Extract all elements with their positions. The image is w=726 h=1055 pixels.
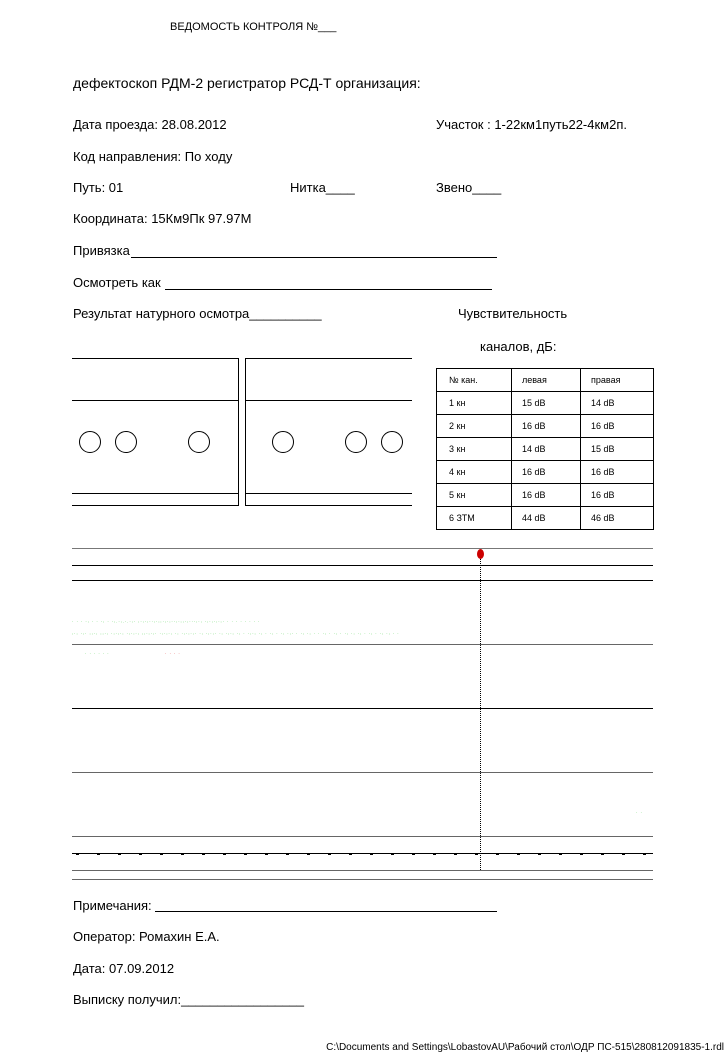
table-cell: 15 dB xyxy=(512,392,581,415)
table-header: № кан. xyxy=(437,369,512,392)
footer-path: C:\Documents and Settings\LobastovAU\Рабочий стол\ОДР ПС-515\280812091835-1.rdl xyxy=(326,1042,724,1053)
table-row xyxy=(437,415,654,438)
table-header: левая xyxy=(512,369,581,392)
table-cell: 44 dB xyxy=(512,507,581,530)
equipment-line: дефектоскоп РДМ-2 регистратор РСД-Т организация: xyxy=(73,75,421,91)
operator: Оператор: Ромахин Е.А. xyxy=(73,929,220,944)
bolt-hole xyxy=(345,431,367,453)
tick-marks xyxy=(76,853,646,855)
bolt-hole xyxy=(272,431,294,453)
table-cell: 16 dB xyxy=(581,484,654,507)
date-pass: Дата проезда: 28.08.2012 xyxy=(73,117,227,132)
table-row xyxy=(437,392,654,415)
cursor-line xyxy=(480,552,481,870)
table-cell: 16 dB xyxy=(581,415,654,438)
binding-label: Привязка xyxy=(73,243,130,258)
rail: Нитка____ xyxy=(290,180,355,195)
signal-trace: · · · · xyxy=(165,651,181,656)
table-cell: 1 кн xyxy=(437,392,512,415)
sensitivity-label: Чувствительность xyxy=(458,306,568,321)
table-cell: 16 dB xyxy=(581,461,654,484)
table-cell: 15 dB xyxy=(581,438,654,461)
binding-underline xyxy=(131,257,497,258)
table-row xyxy=(437,461,654,484)
notes-label: Примечания: xyxy=(73,898,152,913)
table-cell: 16 dB xyxy=(512,415,581,438)
track: Путь: 01 xyxy=(73,180,124,195)
date: Дата: 07.09.2012 xyxy=(73,961,175,976)
signal-trace: · · xyxy=(636,810,643,815)
table-header: правая xyxy=(581,369,654,392)
document-title: ВЕДОМОСТЬ КОНТРОЛЯ №___ xyxy=(170,21,337,33)
inspect-underline xyxy=(165,289,492,290)
table-cell: 46 dB xyxy=(581,507,654,530)
bolt-hole xyxy=(188,431,210,453)
section: Участок : 1-22км1путь22-4км2п. xyxy=(436,117,627,132)
bolt-hole xyxy=(115,431,137,453)
table-row xyxy=(437,438,654,461)
table-cell: 16 dB xyxy=(512,484,581,507)
link: Звено____ xyxy=(436,180,502,195)
table-header-row xyxy=(437,369,654,392)
table-cell: 2 кн xyxy=(437,415,512,438)
table-cell: 6 ЗТМ xyxy=(437,507,512,530)
table-cell: 4 кн xyxy=(437,461,512,484)
inspect-label: Осмотреть как xyxy=(73,275,161,290)
notes-underline xyxy=(155,911,497,912)
table-cell: 5 кн xyxy=(437,484,512,507)
bolt-hole xyxy=(381,431,403,453)
bolt-hole xyxy=(79,431,101,453)
coordinate: Координата: 15Км9Пк 97.97М xyxy=(73,211,252,226)
table-cell: 3 кн xyxy=(437,438,512,461)
table-row xyxy=(437,484,654,507)
table-cell: 16 dB xyxy=(512,461,581,484)
cursor-marker xyxy=(477,549,484,559)
direction-code: Код направления: По ходу xyxy=(73,149,233,164)
signal-trace: · · · · · · xyxy=(85,651,110,656)
table-cell: 14 dB xyxy=(581,392,654,415)
sensitivity-table xyxy=(436,368,654,530)
signal-trace: · · · ·: · · ·: · ·:.·:.·.·:· :·:·:··:·::·:·:··:·::·:···:·: ·:·:·:·:· · · · · · · · · xyxy=(72,619,261,624)
channels-label: каналов, дБ: xyxy=(480,339,557,354)
received: Выписку получил:_________________ xyxy=(73,992,304,1007)
field-result: Результат натурного осмотра__________ xyxy=(73,306,322,321)
table-cell: 14 dB xyxy=(512,438,581,461)
signal-trace: :·: ·:· ::·: ::·: ·:·:·: ·:·:·: ::·:·:· ·:·:·: ·: ·:·:·:· ·: ·:·:· ·: ·:·: ·: · ·:·: ·: · ·: · ·: ·:· · ·: ·: · · ·: · ·: · ·: ·: ·: · ·: · ·: ·: · · xyxy=(72,631,400,636)
table-row xyxy=(437,507,654,530)
